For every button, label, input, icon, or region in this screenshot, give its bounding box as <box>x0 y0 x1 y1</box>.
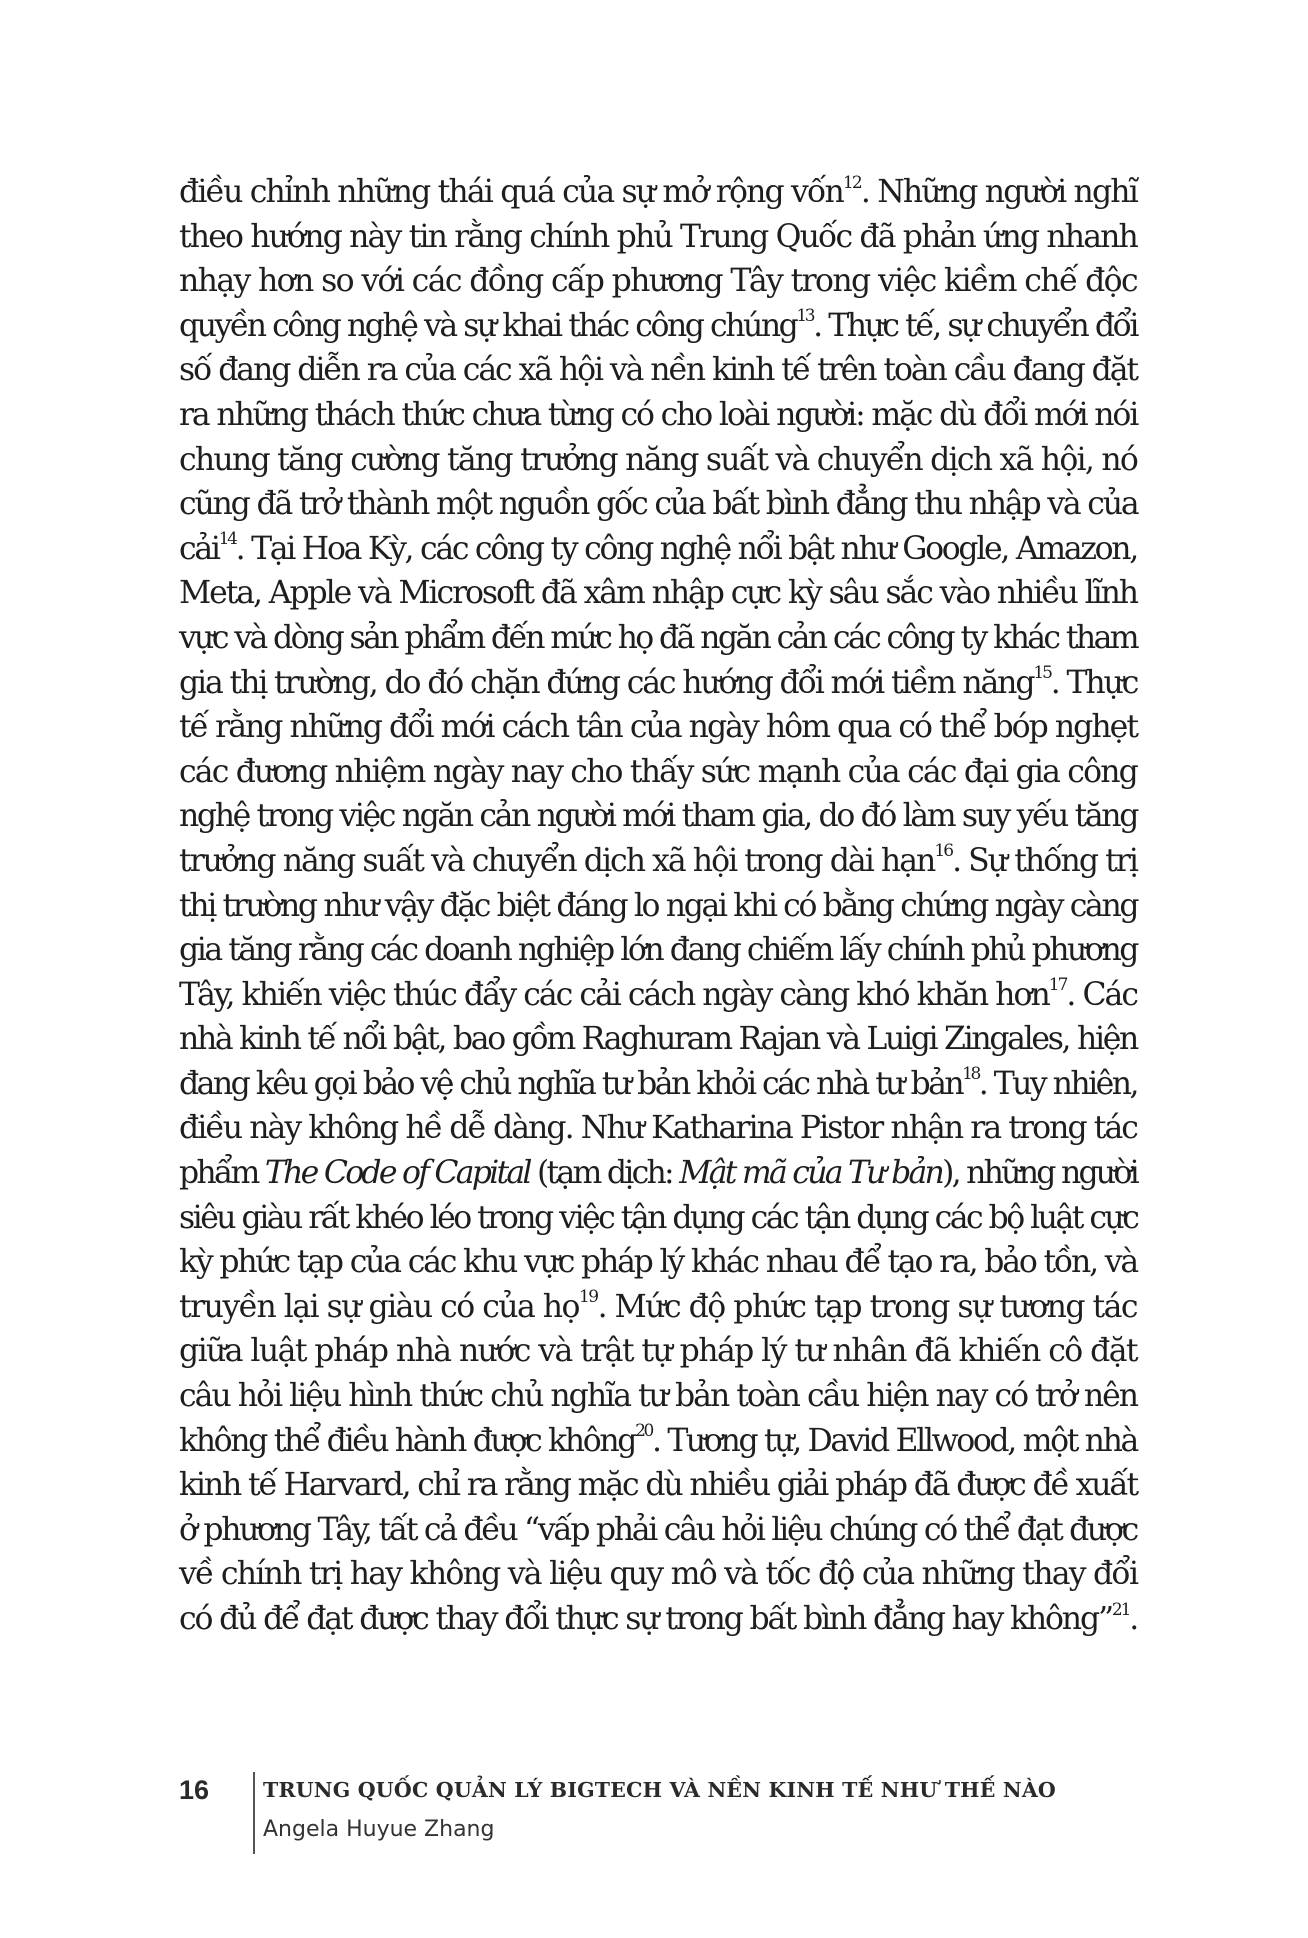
text-line <box>179 1106 1137 1151</box>
body-text <box>179 170 1137 1642</box>
line-text: điều này không hề dễ dàng. Như Katharina Pistor nhận ra trong tác <box>179 1110 1137 1147</box>
line-text: gia tăng rằng các doanh nghiệp lớn đang chiếm lấy chính phủ phương <box>179 932 1137 969</box>
text-line <box>179 1374 1137 1419</box>
line-text: trưởng năng suất và chuyển dịch xã hội trong dài hạn <box>179 842 935 879</box>
footnote-marker: 14 <box>218 529 236 550</box>
line-text: tế rằng những đổi mới cách tân của ngày hôm qua có thể bóp nghẹt <box>179 709 1137 746</box>
line-text: nhà kinh tế nổi bật, bao gồm Raghuram Rajan và Luigi Zingales, hiện <box>179 1021 1137 1058</box>
footnote-marker: 15 <box>1033 663 1051 684</box>
italic-title: The Code of Capital <box>264 1155 530 1192</box>
line-text: số đang diễn ra của các xã hội và nền kinh tế trên toàn cầu đang đặt <box>179 352 1137 389</box>
line-text: có đủ để đạt được thay đổi thực sự trong bất bình đẳng hay không” <box>179 1601 1112 1637</box>
line-text-tail: . Tuy nhiên, <box>978 1065 1137 1102</box>
line-text: ra những thách thức chưa từng có cho loài người: mặc dù đổi mới nói <box>179 396 1138 433</box>
text-line <box>179 1240 1137 1285</box>
line-text: câu hỏi liệu hình thức chủ nghĩa tư bản toàn cầu hiện nay có trở nên <box>179 1378 1138 1415</box>
text-line <box>179 705 1137 750</box>
text-line <box>179 1017 1137 1062</box>
line-text-tail: . Thực <box>1050 664 1138 701</box>
line-text: quyền công nghệ và sự khai thác công chúng <box>179 307 797 344</box>
line-text-tail: . Tại Hoa Kỳ, các công ty công nghệ nổi bật như Google, Amazon, <box>235 530 1137 567</box>
line-text: cải <box>179 530 219 567</box>
line-text: các đương nhiệm ngày nay cho thấy sức mạnh của các đại gia công <box>179 753 1137 790</box>
line-text: truyền lại sự giàu có của họ <box>179 1288 579 1325</box>
text-line <box>179 1552 1137 1597</box>
text-line <box>179 1597 1137 1642</box>
text-line <box>179 928 1137 973</box>
footnote-marker: 12 <box>842 172 861 193</box>
line-text: thị trường như vậy đặc biệt đáng lo ngại khi có bằng chứng ngày càng <box>179 887 1138 924</box>
line-text-tail: . Tương tự, David Ellwood, một nhà <box>652 1422 1137 1459</box>
italic-title: Mật mã của Tư bản <box>679 1155 943 1192</box>
footnote-marker: 21 <box>1111 1599 1130 1620</box>
text-line <box>179 482 1137 527</box>
text-line <box>179 1508 1137 1553</box>
text-line <box>179 393 1137 438</box>
line-text: điều chỉnh những thái quá của sự mở rộng vốn <box>179 174 843 210</box>
line-text: nhạy hơn so với các đồng cấp phương Tây trong việc kiềm chế độc <box>179 263 1137 300</box>
line-text: giữa luật pháp nhà nước và trật tự pháp lý tư nhân đã khiến cô đặt <box>179 1333 1137 1370</box>
line-text: không thể điều hành được không <box>179 1422 636 1459</box>
text-line <box>179 170 1137 215</box>
line-text: Meta, Apple và Microsoft đã xâm nhập cực kỳ sâu sắc vào nhiều lĩnh <box>179 575 1137 612</box>
footnote-marker: 20 <box>635 1421 652 1442</box>
text-line <box>179 1463 1137 1508</box>
book-title: TRUNG QUỐC QUẢN LÝ BIGTECH VÀ NỀN KINH TẾ NHƯ THẾ NÀO <box>263 1778 1056 1802</box>
text-segment: ), những người <box>942 1155 1137 1192</box>
text-line <box>179 661 1137 706</box>
text-line <box>179 571 1137 616</box>
footnote-marker: 13 <box>796 306 814 327</box>
line-text-tail: . Những người nghĩ <box>860 174 1137 210</box>
text-segment: phẩm <box>179 1155 265 1192</box>
line-text-tail: . <box>1129 1601 1138 1637</box>
line-text: theo hướng này tin rằng chính phủ Trung Quốc đã phản ứng nhanh <box>179 218 1137 255</box>
text-line <box>179 794 1137 839</box>
text-line <box>179 884 1137 929</box>
footnote-marker: 19 <box>579 1287 598 1308</box>
text-line <box>179 527 1137 572</box>
footnote-marker: 16 <box>934 841 953 862</box>
line-text-tail: . Thực tế, sự chuyển đổi <box>813 307 1137 344</box>
line-text: vực và dòng sản phẩm đến mức họ đã ngăn cản các công ty khác tham <box>179 619 1137 656</box>
line-text: kỳ phức tạp của các khu vực pháp lý khác nhau để tạo ra, bảo tồn, và <box>179 1244 1137 1281</box>
line-text: siêu giàu rất khéo léo trong việc tận dụng các tận dụng các bộ luật cực <box>179 1199 1138 1236</box>
text-segment: (tạm dịch: <box>529 1155 680 1192</box>
page-footer <box>179 1770 1079 1856</box>
line-text: chung tăng cường tăng trưởng năng suất và chuyển dịch xã hội, nó <box>179 441 1138 478</box>
text-line <box>179 1285 1137 1330</box>
text-line <box>179 215 1137 260</box>
line-text-tail: . Các <box>1066 976 1138 1013</box>
line-text: ở phương Tây, tất cả đều “vấp phải câu hỏi liệu chúng có thể đạt được <box>179 1511 1137 1548</box>
page-number: 16 <box>179 1775 210 1805</box>
text-line <box>179 1329 1137 1374</box>
line-text: gia thị trường, do đó chặn đứng các hướng đổi mới tiềm năng <box>179 664 1034 701</box>
line-text-tail: . Mức độ phức tạp trong sự tương tác <box>597 1288 1137 1325</box>
text-line <box>179 259 1137 304</box>
line-text: nghệ trong việc ngăn cản người mới tham gia, do đó làm suy yếu tăng <box>179 798 1137 835</box>
line-text: đang kêu gọi bảo vệ chủ nghĩa tư bản khỏi các nhà tư bản <box>179 1065 963 1102</box>
text-line <box>179 304 1137 349</box>
line-text-tail: . Sự thống trị <box>952 842 1138 879</box>
footer-divider <box>253 1772 255 1854</box>
text-line <box>179 1062 1137 1107</box>
text-line <box>179 750 1137 795</box>
text-line <box>179 973 1137 1018</box>
text-line <box>179 1419 1137 1464</box>
book-author: Angela Huyue Zhang <box>263 1817 495 1842</box>
text-line <box>179 348 1137 393</box>
line-text: cũng đã trở thành một nguồn gốc của bất bình đẳng thu nhập và của <box>179 486 1138 523</box>
text-line <box>179 616 1137 661</box>
line-text: về chính trị hay không và liệu quy mô và tốc độ của những thay đổi <box>179 1556 1138 1593</box>
line-text: Tây, khiến việc thúc đẩy các cải cách ngày càng khó khăn hơn <box>179 976 1049 1013</box>
line-text: kinh tế Harvard, chỉ ra rằng mặc dù nhiều giải pháp đã được đề xuất <box>179 1467 1137 1504</box>
footnote-marker: 17 <box>1048 975 1067 996</box>
text-line <box>179 438 1137 483</box>
footnote-marker: 18 <box>962 1064 979 1085</box>
text-line <box>179 1196 1137 1241</box>
text-line <box>179 839 1137 884</box>
text-line <box>179 1151 1137 1196</box>
